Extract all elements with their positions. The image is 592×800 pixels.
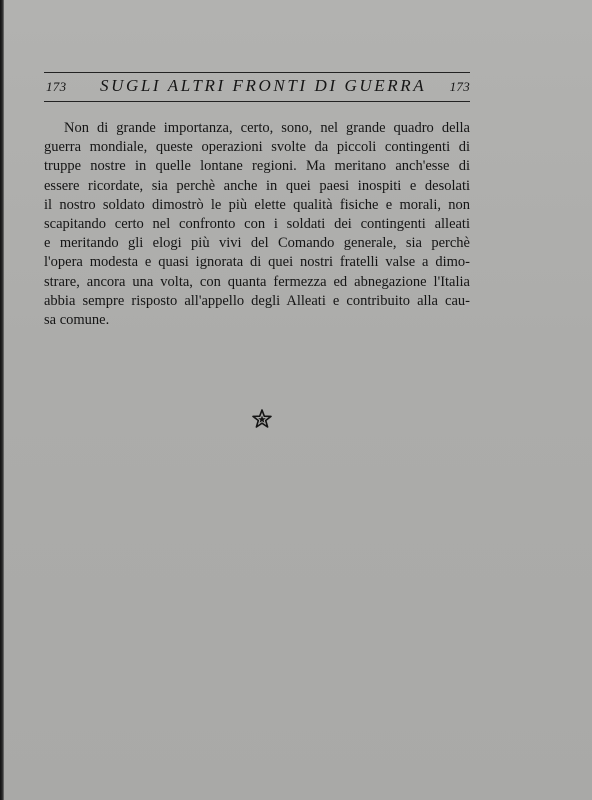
text-line: l'opera modesta e quasi ignorata di quei nostri fratelli valse a dimo- [44, 254, 470, 271]
text-line: Non di grande importanza, certo, sono, nel grande quadro della [64, 120, 470, 136]
page-number-right: 173 [449, 79, 470, 94]
text-line: truppe nostre in quelle lontane regioni. Ma meritano anch'esse di [44, 158, 470, 175]
text-line: e meritando gli elogi più vivi del Comando generale, sia perchè [44, 235, 470, 252]
star-icon [252, 409, 272, 429]
header-rule-top [44, 72, 470, 73]
text-line: il nostro soldato dimostrò le più elette qualità fisiche e morali, non [44, 196, 470, 213]
running-title: SUGLI ALTRI FRONTI DI GUERRA [100, 76, 427, 95]
text-line: guerra mondiale, queste operazioni svolte da piccoli contingenti di [44, 139, 470, 156]
text-line: strare, ancora una volta, con quanta fermezza ed abnegazione l'Italia [44, 273, 470, 290]
text-line: abbia sempre risposto all'appello degli Alleati e contribuito alla cau- [44, 292, 470, 309]
running-head [44, 76, 470, 100]
page-number-left: 173 [46, 79, 67, 94]
text-line: scapitando certo nel confronto con i soldati dei contingenti alleati [44, 215, 470, 232]
body-paragraph [44, 119, 470, 330]
text-line: sa comune. [44, 311, 110, 328]
text-line: essere ricordate, sia perchè anche in quei paesi inospiti e desolati [44, 177, 470, 194]
header-rule-bottom [44, 101, 470, 102]
